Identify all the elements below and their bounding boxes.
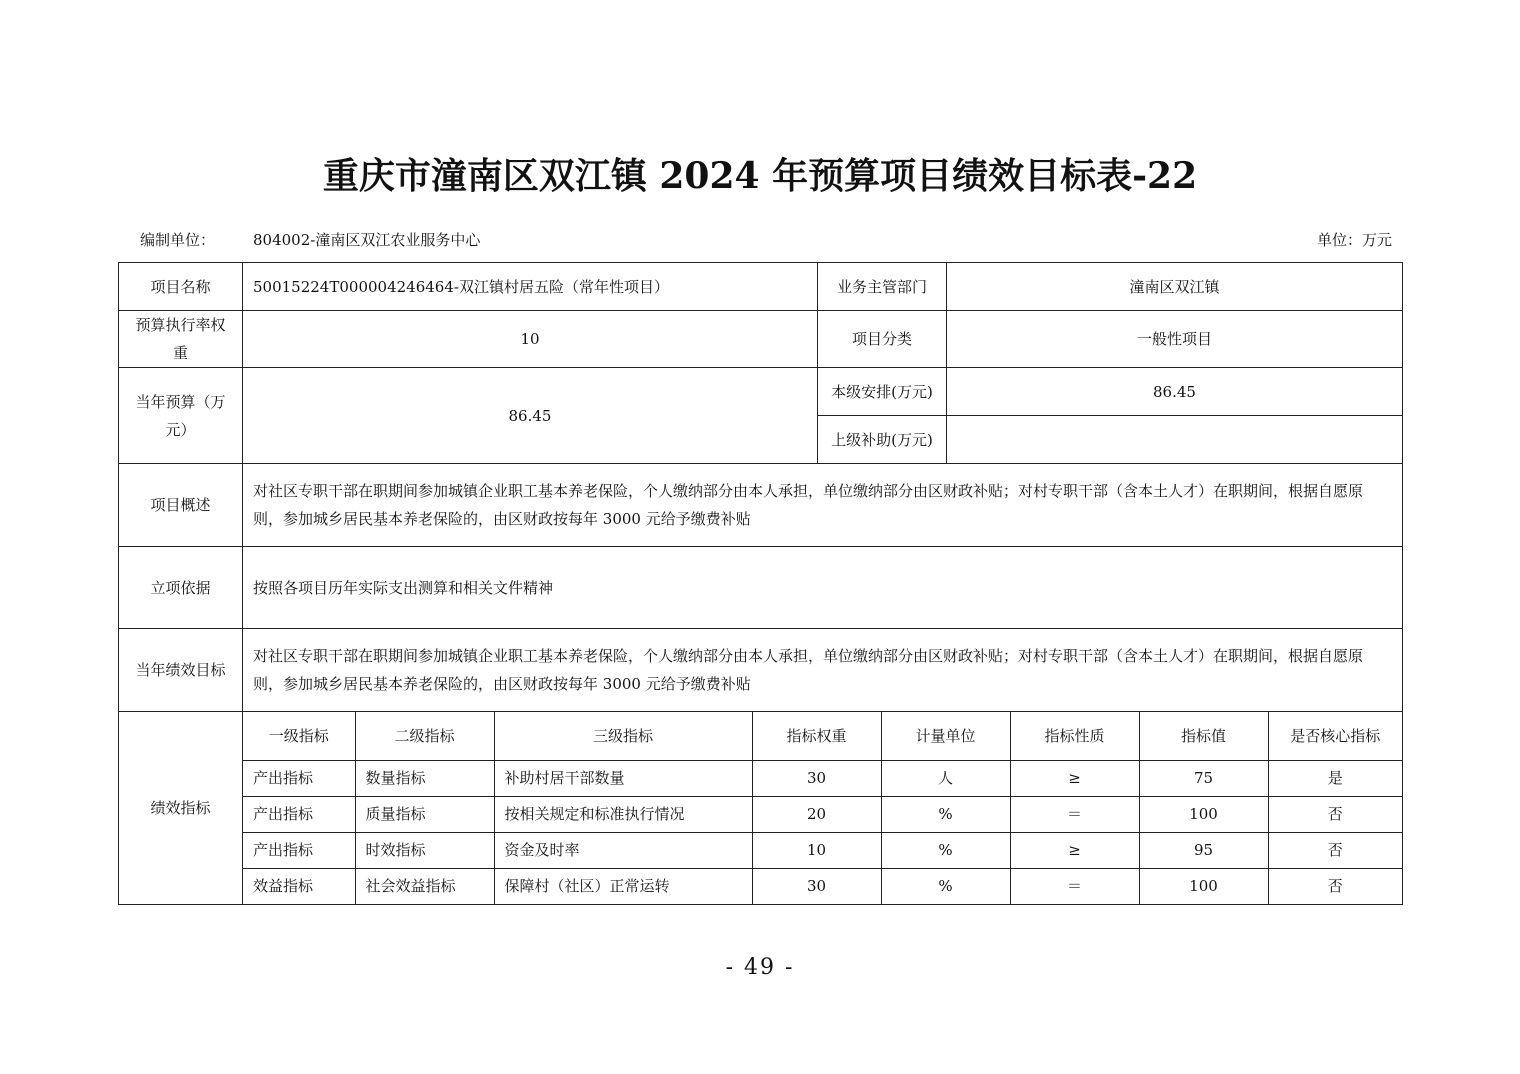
nature-cell: ≥ [1010,760,1139,796]
indicators-header-row [243,712,1402,760]
budget-label: 当年预算（万元） [119,368,243,464]
category-label: 项目分类 [818,311,947,368]
basis-value: 按照各项目历年实际支出测算和相关文件精神 [243,547,1403,629]
header-nature: 指标性质 [1010,712,1139,760]
level2-cell: 社会效益指标 [355,868,494,904]
header-level1: 一级指标 [243,712,355,760]
project-name-label: 项目名称 [119,263,243,311]
table-row [119,464,1403,547]
project-name-value: 50015224T000004246464-双江镇村居五险（常年性项目） [243,263,818,311]
page-title: 重庆市潼南区双江镇 2024 年预算项目绩效目标表-22 [322,155,1198,197]
compiling-unit-value: 804002-潼南区双江农业服务中心 [253,231,481,249]
table-row [119,712,1403,905]
level2-cell: 质量指标 [355,796,494,832]
core-cell: 否 [1268,796,1402,832]
performance-target-table [118,262,1403,905]
weight-cell: 30 [752,760,881,796]
level3-cell: 按相关规定和标准执行情况 [494,796,752,832]
indicators-table [243,712,1402,904]
superior-subsidy-label: 上级补助(万元) [818,416,947,464]
value-cell: 100 [1139,796,1268,832]
value-cell: 75 [1139,760,1268,796]
core-cell: 否 [1268,832,1402,868]
exec-weight-value: 10 [243,311,818,368]
unit-cell: % [881,868,1010,904]
category-value: 一般性项目 [947,311,1403,368]
local-arrangement-value: 86.45 [947,368,1403,416]
header-core: 是否核心指标 [1268,712,1402,760]
superior-subsidy-value [947,416,1403,464]
table-row [119,263,1403,311]
table-row [243,832,1402,868]
core-cell: 是 [1268,760,1402,796]
weight-cell: 30 [752,868,881,904]
basis-label: 立项依据 [119,547,243,629]
level2-cell: 数量指标 [355,760,494,796]
table-row [119,311,1403,368]
header-level3: 三级指标 [494,712,752,760]
table-row [243,760,1402,796]
dept-value: 潼南区双江镇 [947,263,1403,311]
level3-cell: 保障村（社区）正常运转 [494,868,752,904]
header-unit: 计量单位 [881,712,1010,760]
table-row [119,547,1403,629]
nature-cell: ＝ [1010,868,1139,904]
level2-cell: 时效指标 [355,832,494,868]
weight-cell: 20 [752,796,881,832]
value-cell: 100 [1139,868,1268,904]
core-cell: 否 [1268,868,1402,904]
overview-label: 项目概述 [119,464,243,547]
goal-value: 对社区专职干部在职期间参加城镇企业职工基本养老保险，个人缴纳部分由本人承担，单位缴纳部分由区财政补贴；对村专职干部（含本土人才）在职期间，根据自愿原则，参加城乡居民基本养老保险的，由区财政按每年 3000 元给予缴费补贴 [243,629,1403,712]
nature-cell: ＝ [1010,796,1139,832]
currency-unit-label: 单位：万元 [1316,231,1392,249]
indicators-cell [243,712,1403,905]
unit-cell: % [881,796,1010,832]
level1-cell: 产出指标 [243,760,355,796]
goal-label: 当年绩效目标 [119,629,243,712]
exec-weight-label: 预算执行率权重 [119,311,243,368]
table-row [243,868,1402,904]
level1-cell: 产出指标 [243,832,355,868]
indicators-label: 绩效指标 [119,712,243,905]
compiling-unit-label: 编制单位： [140,231,216,249]
header-level2: 二级指标 [355,712,494,760]
overview-value: 对社区专职干部在职期间参加城镇企业职工基本养老保险，个人缴纳部分由本人承担，单位缴纳部分由区财政补贴；对村专职干部（含本土人才）在职期间，根据自愿原则，参加城乡居民基本养老保险的，由区财政按每年 3000 元给予缴费补贴 [243,464,1403,547]
level3-cell: 资金及时率 [494,832,752,868]
level1-cell: 产出指标 [243,796,355,832]
weight-cell: 10 [752,832,881,868]
table-row [243,796,1402,832]
nature-cell: ≥ [1010,832,1139,868]
header-value: 指标值 [1139,712,1268,760]
level3-cell: 补助村居干部数量 [494,760,752,796]
level1-cell: 效益指标 [243,868,355,904]
table-row [119,629,1403,712]
dept-label: 业务主管部门 [818,263,947,311]
unit-cell: % [881,832,1010,868]
value-cell: 95 [1139,832,1268,868]
unit-cell: 人 [881,760,1010,796]
page-number: - 49 - [725,955,795,980]
table-row [119,368,1403,416]
local-arrangement-label: 本级安排(万元) [818,368,947,416]
budget-value: 86.45 [243,368,818,464]
header-weight: 指标权重 [752,712,881,760]
